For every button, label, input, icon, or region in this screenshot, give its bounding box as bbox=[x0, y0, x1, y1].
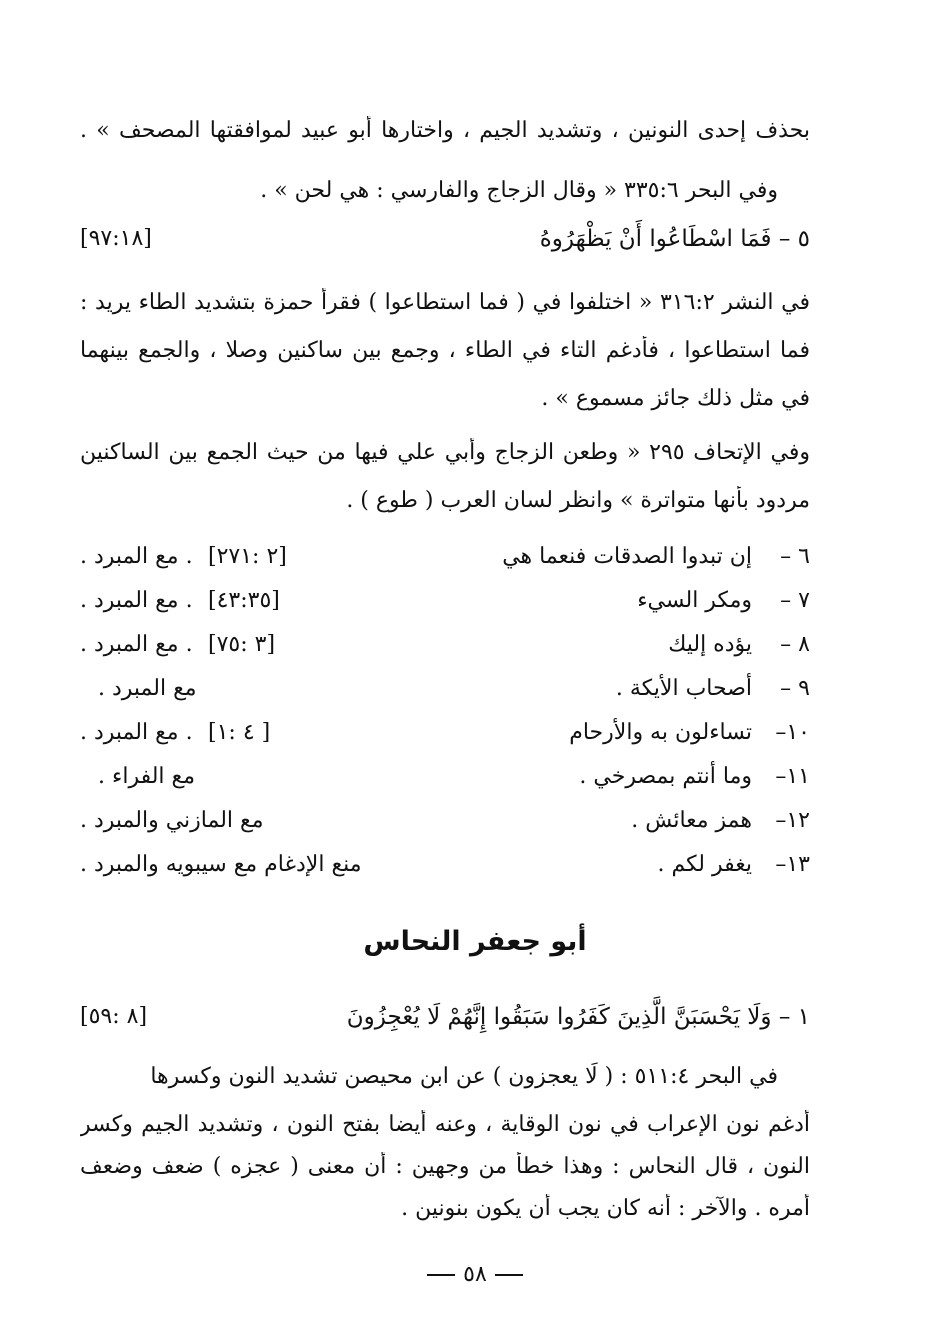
list-item-text: تساءلون به والأرحام bbox=[569, 720, 752, 745]
list-item-ref: [٢ :٢٧١] bbox=[208, 544, 287, 569]
list-item bbox=[80, 808, 810, 842]
list-item bbox=[80, 632, 810, 666]
list-item-note: مع المازني والمبرد . bbox=[80, 808, 264, 833]
last-line-3: النون ، قال النحاس : وهذا خطأ من وجهين : أن معنى ( عجزه ) ضعف وضعف bbox=[80, 1154, 810, 1179]
list-item-text: همز معائش . bbox=[631, 808, 752, 833]
list-item-note: مع الفراء . bbox=[98, 764, 196, 789]
section-heading: أبو جعفر النحاس bbox=[363, 926, 587, 957]
list-item-number: ٦ – bbox=[780, 544, 810, 569]
list-item-text: يؤده إليك bbox=[668, 632, 752, 657]
nashr-line-3: في مثل ذلك جائز مسموع » . bbox=[541, 386, 810, 411]
list-item-number: ٨ – bbox=[780, 632, 810, 657]
item-1-ref: [٨ :٥٩] bbox=[80, 1004, 148, 1029]
list-item-note: . مع المبرد . bbox=[80, 720, 193, 745]
list-item bbox=[80, 588, 810, 622]
nashr-line-1: في النشر ٣١٦:٢ « اختلفوا في ( فما استطاعوا ) فقرأ حمزة بتشديد الطاء يريد : bbox=[80, 290, 810, 315]
item-1-row bbox=[80, 1004, 810, 1038]
item-1-text: ١ – وَلَا يَحْسَبَنَّ الَّذِينَ كَفَرُوا سَبَقُوا إِنَّهُمْ لَا يُعْجِزُونَ bbox=[346, 1004, 810, 1030]
list-item-number: ١٣– bbox=[775, 852, 810, 877]
list-item bbox=[80, 676, 810, 710]
list-item-number: ١٢– bbox=[775, 808, 810, 833]
list-item-note: منع الإدغام مع سيبويه والمبرد . bbox=[80, 852, 362, 877]
list-item bbox=[80, 544, 810, 578]
item-5-ref: [٩٧:١٨] bbox=[80, 226, 152, 251]
paragraph-line: بحذف إحدى النونين ، وتشديد الجيم ، واختارها أبو عبيد لموافقتها المصحف » . bbox=[80, 118, 810, 143]
list-item-note: . مع المبرد . bbox=[80, 544, 193, 569]
item-5-text: ٥ – فَمَا اسْطَاعُوا أَنْ يَظْهَرُوهُ bbox=[539, 226, 810, 252]
list-item-number: ٩ – bbox=[780, 676, 810, 701]
list-item-text: وما أنتم بمصرخي . bbox=[579, 764, 752, 789]
page-number bbox=[0, 1262, 950, 1287]
list-item-note: مع المبرد . bbox=[98, 676, 197, 701]
list-item-ref: [٣ :٧٥] bbox=[208, 632, 276, 657]
last-line-2: أدغم نون الإعراب في نون الوقاية ، وعنه أيضا بفتح النون ، وتشديد الجيم وكسر bbox=[80, 1112, 810, 1137]
list-item bbox=[80, 764, 810, 798]
bahr-note: وفي البحر ٣٣٥:٦ « وقال الزجاج والفارسي : هي لحن » . bbox=[260, 178, 778, 203]
list-item-number: ٧ – bbox=[780, 588, 810, 613]
list-item-text: يغفر لكم . bbox=[657, 852, 752, 877]
item-5-row bbox=[80, 226, 810, 260]
list-item-text: إن تبدوا الصدقات فنعما هي bbox=[502, 544, 752, 569]
dash-decoration bbox=[427, 1274, 455, 1276]
list-item-note: . مع المبرد . bbox=[80, 588, 193, 613]
list-item-ref: [٤ :١ ] bbox=[208, 720, 271, 745]
list-item-number: ١١– bbox=[775, 764, 810, 789]
last-line-4: أمره . والآخر : أنه كان يجب أن يكون بنونين . bbox=[401, 1196, 810, 1221]
dash-decoration bbox=[495, 1274, 523, 1276]
list-item-number: ١٠– bbox=[775, 720, 810, 745]
list-item bbox=[80, 720, 810, 754]
nashr-line-2: فما استطاعوا ، فأدغم التاء في الطاء ، وجمع بين ساكنين وصلا ، والجمع بينهما bbox=[80, 338, 810, 363]
list-item-ref: [٤٣:٣٥] bbox=[208, 588, 280, 613]
page-number-text: ٥٨ bbox=[463, 1262, 487, 1287]
ithaf-line-2: مردود بأنها متواترة » وانظر لسان العرب ( طوع ) . bbox=[346, 488, 810, 513]
ithaf-line-1: وفي الإتحاف ٢٩٥ « وطعن الزجاج وأبي علي فيها من حيث الجمع بين الساكنين bbox=[80, 440, 810, 465]
list-item-note: . مع المبرد . bbox=[80, 632, 193, 657]
list-item-text: ومكر السيء bbox=[637, 588, 752, 613]
list-item-text: أصحاب الأيكة . bbox=[615, 676, 752, 701]
last-line-1: في البحر ٥١١:٤ : ( لَا يعجزون ) عن ابن محيصن تشديد النون وكسرها bbox=[150, 1064, 778, 1089]
list-item bbox=[80, 852, 810, 886]
